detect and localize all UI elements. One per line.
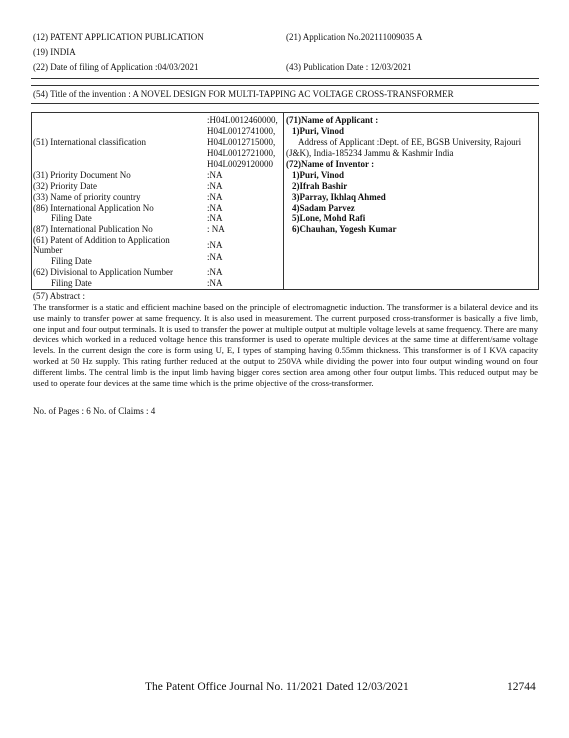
inventor-name: 1)Puri, Vinod bbox=[292, 170, 345, 180]
table-right-border bbox=[538, 112, 539, 289]
applicant-name: 1)Puri, Vinod bbox=[292, 126, 345, 136]
field-value: :NA bbox=[207, 192, 223, 202]
field-label: (31) Priority Document No bbox=[33, 170, 131, 180]
application-number: (21) Application No.202111009035 A bbox=[286, 32, 423, 42]
field-label: Number bbox=[33, 245, 63, 255]
publication-type: (12) PATENT APPLICATION PUBLICATION bbox=[33, 32, 204, 42]
applicant-heading: (71)Name of Applicant : bbox=[286, 115, 379, 125]
table-bottom-border bbox=[31, 289, 539, 290]
intl-class-value: H04L0012715000, bbox=[207, 137, 276, 147]
field-label: Filing Date bbox=[51, 278, 92, 288]
applicant-address: (J&K), India-185234 Jammu & Kashmir India bbox=[286, 148, 454, 158]
inventor-name: 4)Sadam Parvez bbox=[292, 203, 355, 213]
table-top-border bbox=[31, 112, 539, 113]
field-value: :NA bbox=[207, 203, 223, 213]
field-label: (62) Divisional to Application Number bbox=[33, 267, 173, 277]
field-label: Filing Date bbox=[51, 213, 92, 223]
field-label: (33) Name of priority country bbox=[33, 192, 141, 202]
intl-class-value: H04L0029120000 bbox=[207, 159, 273, 169]
page-number: 12744 bbox=[507, 681, 536, 693]
country: (19) INDIA bbox=[33, 47, 76, 57]
table-column-divider bbox=[283, 112, 284, 289]
intl-class-value: :H04L0012460000, bbox=[207, 115, 278, 125]
divider bbox=[31, 85, 539, 86]
publication-date: (43) Publication Date : 12/03/2021 bbox=[286, 62, 412, 72]
invention-title: (54) Title of the invention : A NOVEL DESIGN FOR MULTI-TAPPING AC VOLTAGE CROSS-TRANSFORMER bbox=[33, 89, 454, 99]
field-value: :NA bbox=[207, 181, 223, 191]
field-value: : NA bbox=[207, 224, 225, 234]
journal-footer: The Patent Office Journal No. 11/2021 Dated 12/03/2021 bbox=[145, 681, 409, 693]
applicant-address: Address of Applicant :Dept. of EE, BGSB University, Rajouri bbox=[298, 137, 522, 147]
field-value: :NA bbox=[207, 240, 223, 250]
field-label: (61) Patent of Addition to Application bbox=[33, 235, 170, 245]
field-value: :NA bbox=[207, 170, 223, 180]
inventor-name: 5)Lone, Mohd Rafi bbox=[292, 213, 366, 223]
inventor-name: 2)Ifrah Bashir bbox=[292, 181, 348, 191]
field-value: :NA bbox=[207, 267, 223, 277]
filing-date: (22) Date of filing of Application :04/03/2021 bbox=[33, 62, 199, 72]
field-label: (32) Priority Date bbox=[33, 181, 97, 191]
field-value: :NA bbox=[207, 252, 223, 262]
field-label: Filing Date bbox=[51, 256, 92, 266]
intl-class-value: H04L0012741000, bbox=[207, 126, 276, 136]
intl-class-label: (51) International classification bbox=[33, 137, 146, 147]
field-label: (86) International Application No bbox=[33, 203, 154, 213]
abstract-heading: (57) Abstract : bbox=[33, 291, 85, 301]
table-left-border bbox=[31, 112, 32, 289]
field-value: :NA bbox=[207, 213, 223, 223]
divider bbox=[31, 103, 539, 104]
inventor-heading: (72)Name of Inventor : bbox=[286, 159, 375, 169]
field-value: :NA bbox=[207, 278, 223, 288]
abstract-text: The transformer is a static and efficient machine based on the principle of electromagnetic induction. The transformer is a bilateral device and its use mainly to transfer power at same frequency. It is also used in measurement. The current purposed cross-transformer is basically a five limb, one input and four output terminals. It is used to transfer the power at multiple output at multiple voltage levels at same frequency. There are many devices which worked in a reduced voltage hence this transformer is used to operate multiple devices at the same time at different/same voltage levels. In the current design the core is form using U, E, I types of stamping having 0.55mm thickness. This transformer is of I KVA capacity worked at 50 Hz supply. This rating further reduced at the output to 250VA while dividing the power into four output winding wound on four different limbs. The central limb is the input limb having bigger cores section area among other four output limbs. This reduced output may be used to operate four devices at the same time which is the prime objective of the cross-transformer. bbox=[33, 302, 538, 388]
pages-claims: No. of Pages : 6 No. of Claims : 4 bbox=[33, 406, 156, 416]
intl-class-value: H04L0012721000, bbox=[207, 148, 276, 158]
field-label: (87) International Publication No bbox=[33, 224, 153, 234]
inventor-name: 6)Chauhan, Yogesh Kumar bbox=[292, 224, 397, 234]
inventor-name: 3)Parray, Ikhlaq Ahmed bbox=[292, 192, 386, 202]
divider bbox=[31, 78, 539, 79]
